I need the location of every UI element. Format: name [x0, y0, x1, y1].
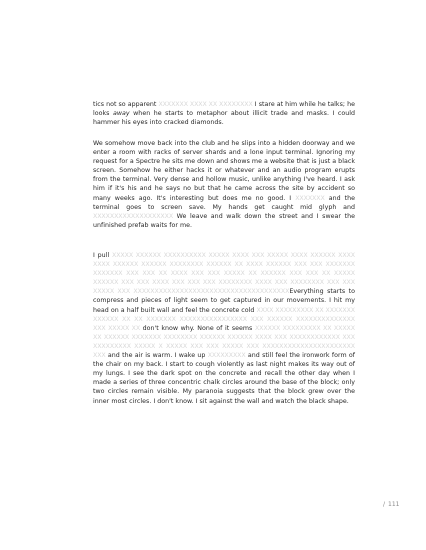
paragraph-3-part-e: and still feel the ironwork form of the chair on my back. I start to cough violently as last night makes its way out of my lungs. I see the dark spot on the concrete and recall the other day when I made a series of three concentric chalk circles around the base of the block; only two circles remain visible. My paranoia suggests that the block grew over the inner most circles. I don't know. I sit against the wall and watch the black shape.: [93, 352, 355, 405]
paragraph-3-part-c: don't know why. None of it seems: [140, 324, 255, 332]
paragraph-3-part-a: I pull: [93, 252, 112, 259]
paragraph-1-part-b: I stare at him while he talks; he looks: [93, 101, 355, 118]
paragraph-1-part-a: tics not so apparent: [93, 101, 159, 108]
redacted-text: XXXX XXXXXXXXX XX XXXXXXX XXXXXX XX XX XXXXXXX XXXXXXXXXXXXXXXX XXX XXXXXX XXXXXXXXXXXXXX XXX XXXXX XX: [93, 306, 355, 332]
folio-slash: /: [383, 501, 386, 508]
paragraph-1: [93, 100, 355, 127]
page-number: [383, 501, 399, 508]
paragraph-2-part-a: We somehow move back into the club and he slips into a hidden doorway and we enter a room with racks of server shards and a lone input terminal. Ignoring my request for a Spectre he sits me down and shows me a website that is just a black screen. Somehow he either hacks it or whatever and an audio program erupts from the terminal. Very dense and hollow music, unlike anything I've heard. I ask him if it's his and he says no but that he came across the site by accident so many weeks ago. It's interesting but does me no good. I: [93, 140, 355, 202]
paragraph-1-text: [93, 100, 355, 127]
redacted-text: XXXXXXX: [295, 194, 325, 202]
redacted-text: XXXXXXXXX: [207, 352, 246, 360]
paragraph-2-part-b: and the terminal goes to screen save. My hands get caught mid glyph and: [93, 194, 356, 211]
paragraph-3-part-b: Everything starts to compress and pieces of light seem to get captured in our movements. I hit my head on a half built wall and feel the concrete cold: [93, 288, 355, 314]
redacted-text: XXXXX XXXXXX XXXXXXXXXX XXXXX XXXX XXX XXXXX XXXX XXXXXX XXXX XXXX XXXXXX XXXXXX XXXXXXXX XXXXXX XX XXXX XXXXXX XXX XXX XXXXXXX XXXXXXX XXX XXX XX XXXX XXX XXX XXXXX XX XXXXXX XXX XXX XX XXXXX XXXXXX XXX XXX XXXX XXX XXX XXX XXXXXXXX XXXX XXX XXXXXXXX XXX XXX XXXXX XXX XXXXXXXXXXXXXXXXXXXXXXXXXXXXXXXXXXXXX: [93, 252, 355, 296]
paragraph-2: [93, 139, 355, 230]
paragraph-1-part-c: when he starts to metaphor about illicit trade and masks. I could hammer his eyes into cracked diamonds.: [93, 110, 355, 127]
redacted-text: XXXXXX XXXXXXXXX XX XXXXX XX XXXXXX XXXXXXX XXXXXXXX XXXXXX XXXXXX XXXX XXX XXXXXXXXXXXX XXX XXXXXXXXX XXXXX X XXXXX XXX XXX XXXXX XXX XXXXXXXXXXXXXXXXXXXXXX XXX: [93, 324, 355, 360]
folio-number: 111: [388, 501, 400, 508]
paragraph-3-part-d: and the air is warm. I wake up: [105, 352, 208, 360]
italic-word: away: [112, 110, 130, 118]
paragraph-3-text: [93, 251, 355, 406]
paragraph-2-part-c: We leave and walk down the street and I swear the unfinished prefab waits for me.: [93, 212, 355, 229]
redacted-text: XXXXXXXXXXXXXXXXXXX: [93, 212, 174, 220]
redacted-text: XXXXXXX XXXX XX XXXXXXXX: [158, 101, 253, 108]
paragraph-3: [93, 251, 355, 406]
paragraph-2-text: [93, 139, 355, 230]
